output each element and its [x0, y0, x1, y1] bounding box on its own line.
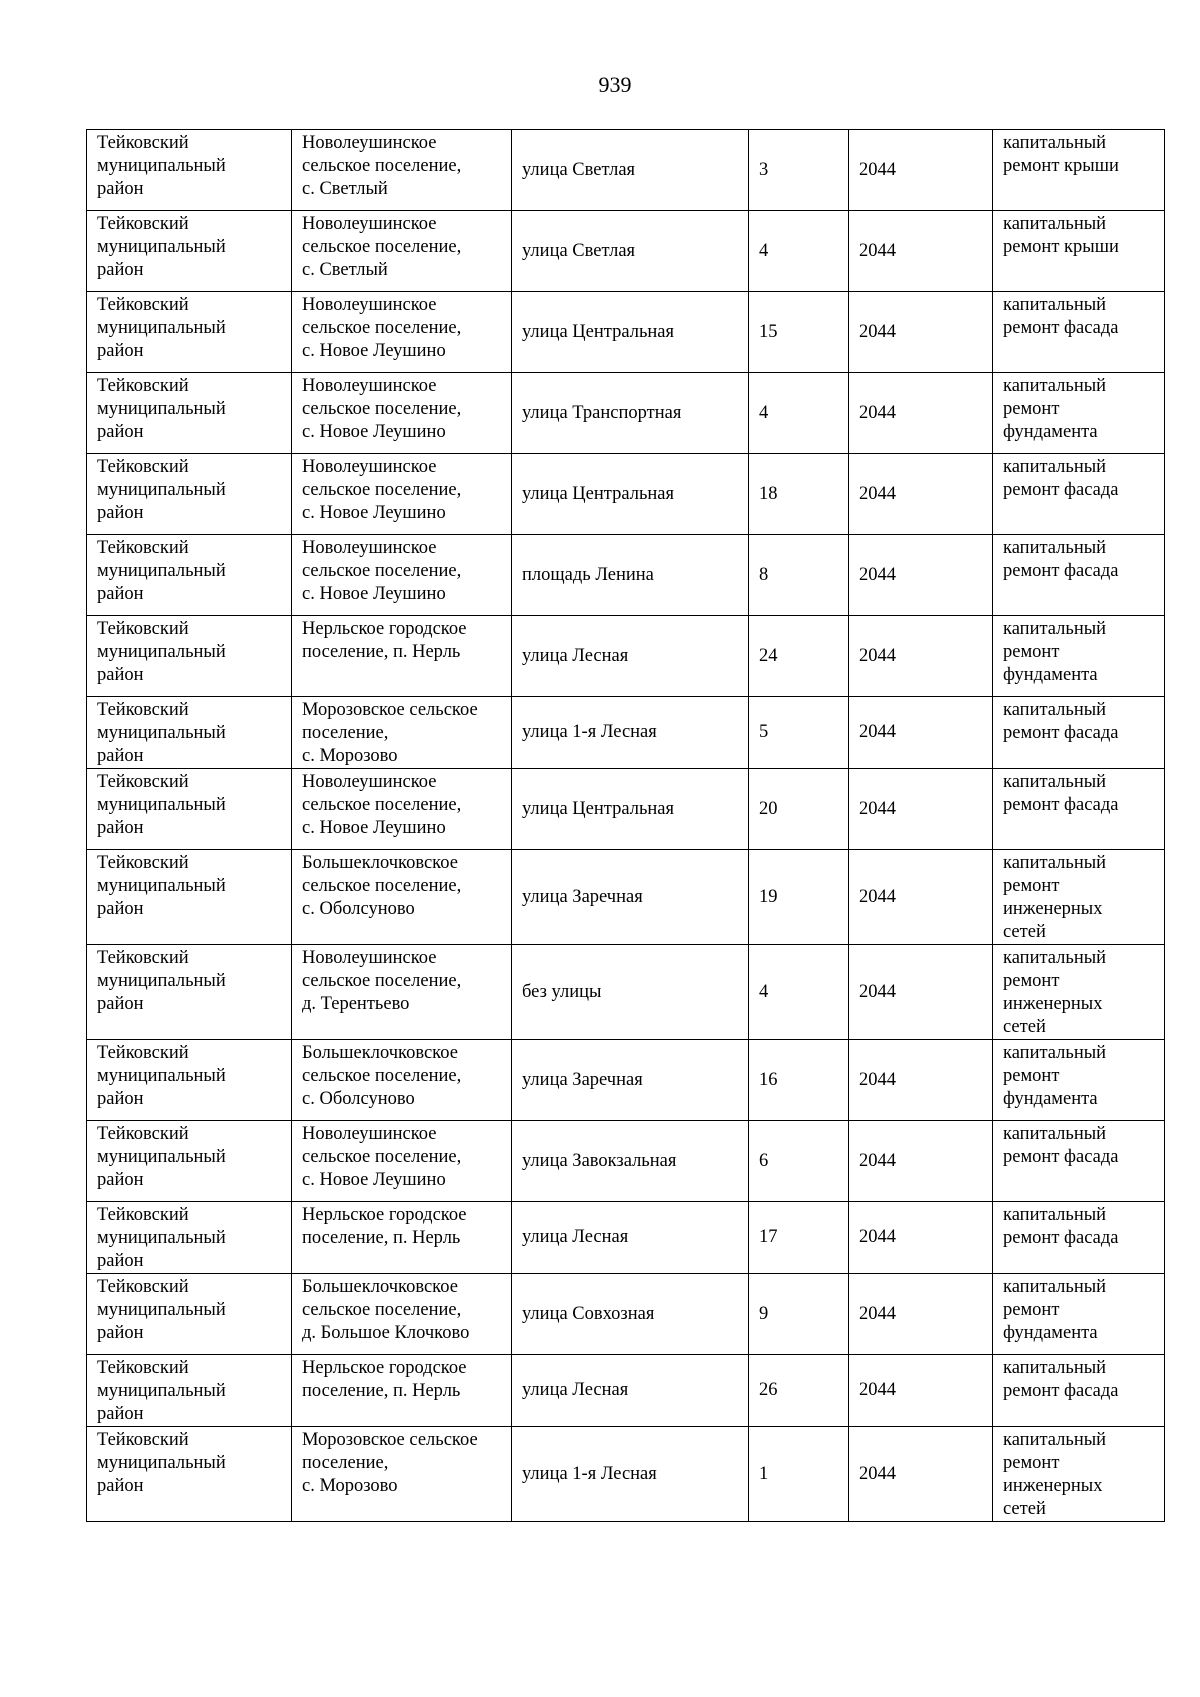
district-cell-text: Тейковский муниципальный район [97, 619, 226, 685]
settlement-cell-text: Новолеушинское сельское поселение, с. Новое Леушино [302, 457, 462, 523]
year-cell-text: 2044 [859, 1380, 896, 1400]
house-number-cell [749, 1040, 849, 1121]
year-cell [849, 1202, 993, 1274]
street-cell-text: улица Светлая [522, 159, 636, 180]
table-row [87, 616, 1165, 697]
district-cell-text: Тейковский муниципальный район [97, 295, 226, 361]
street-cell [512, 130, 749, 211]
table-row [87, 292, 1165, 373]
settlement-cell-text: Нерльское городское поселение, п. Нерль [302, 1358, 467, 1401]
work-type-cell [993, 292, 1165, 373]
year-cell [849, 616, 993, 697]
settlement-cell [292, 373, 512, 454]
year-cell [849, 1355, 993, 1427]
work-type-cell-text: капитальный ремонт фасада [1003, 538, 1119, 581]
street-cell [512, 211, 749, 292]
work-type-cell-text: капитальный ремонт фасада [1003, 700, 1119, 743]
district-cell-text: Тейковский муниципальный район [97, 772, 226, 838]
district-cell-text: Тейковский муниципальный район [97, 1205, 226, 1271]
house-number-cell [749, 373, 849, 454]
street-cell-text: площадь Ленина [522, 564, 654, 585]
house-number-cell-text: 4 [759, 402, 769, 423]
work-type-cell-text: капитальный ремонт фундамента [1003, 1277, 1107, 1343]
house-number-cell [749, 130, 849, 211]
house-number-cell [749, 1355, 849, 1427]
street-cell-text: без улицы [522, 981, 602, 1002]
work-type-cell-text: капитальный ремонт крыши [1003, 133, 1119, 176]
work-type-cell [993, 850, 1165, 945]
table-body [87, 130, 1165, 1522]
work-type-cell-text: капитальный ремонт инженерных сетей [1003, 1430, 1107, 1519]
year-cell [849, 850, 993, 945]
work-type-cell-text: капитальный ремонт фасада [1003, 1124, 1119, 1167]
work-type-cell [993, 130, 1165, 211]
district-cell [87, 1427, 292, 1522]
year-cell-text: 2044 [859, 1227, 896, 1247]
house-number-cell-text: 4 [759, 240, 769, 261]
settlement-cell [292, 1202, 512, 1274]
year-cell-text: 2044 [859, 159, 896, 180]
table-row [87, 850, 1165, 945]
house-number-cell-text: 24 [759, 645, 778, 666]
street-cell [512, 373, 749, 454]
table-row [87, 1355, 1165, 1427]
street-cell-text: улица Завокзальная [522, 1150, 677, 1171]
work-type-cell [993, 211, 1165, 292]
street-cell-text: улица 1-я Лесная [522, 1463, 657, 1484]
settlement-cell [292, 292, 512, 373]
work-type-cell [993, 1355, 1165, 1427]
street-cell-text: улица Лесная [522, 1227, 629, 1247]
street-cell [512, 292, 749, 373]
year-cell [849, 1274, 993, 1355]
work-type-cell-text: капитальный ремонт фасада [1003, 772, 1119, 815]
district-cell-text: Тейковский муниципальный район [97, 376, 226, 442]
work-type-cell [993, 697, 1165, 769]
table-row [87, 211, 1165, 292]
district-cell-text: Тейковский муниципальный район [97, 1430, 226, 1496]
district-cell [87, 1121, 292, 1202]
table-row [87, 945, 1165, 1040]
street-cell-text: улица Совхозная [522, 1303, 655, 1324]
street-cell [512, 1274, 749, 1355]
year-cell [849, 535, 993, 616]
work-type-cell [993, 769, 1165, 850]
year-cell [849, 454, 993, 535]
street-cell-text: улица Центральная [522, 483, 675, 504]
street-cell [512, 769, 749, 850]
settlement-cell-text: Новолеушинское сельское поселение, с. Новое Леушино [302, 772, 462, 838]
house-number-cell [749, 1274, 849, 1355]
work-type-cell-text: капитальный ремонт фасада [1003, 1358, 1119, 1401]
settlement-cell-text: Большеклочковское сельское поселение, с. Оболсуново [302, 1043, 462, 1109]
table-row [87, 130, 1165, 211]
settlement-cell-text: Нерльское городское поселение, п. Нерль [302, 1205, 467, 1248]
district-cell-text: Тейковский муниципальный район [97, 853, 226, 919]
street-cell-text: улица 1-я Лесная [522, 722, 657, 742]
settlement-cell [292, 850, 512, 945]
street-cell [512, 616, 749, 697]
settlement-cell [292, 1274, 512, 1355]
settlement-cell-text: Морозовское сельское поселение, с. Морозово [302, 1430, 478, 1496]
settlement-cell-text: Новолеушинское сельское поселение, с. Новое Леушино [302, 376, 462, 442]
house-number-cell [749, 945, 849, 1040]
year-cell-text: 2044 [859, 321, 896, 342]
repair-schedule-table [86, 129, 1165, 1522]
house-number-cell-text: 19 [759, 886, 778, 907]
work-type-cell [993, 454, 1165, 535]
work-type-cell [993, 1121, 1165, 1202]
street-cell [512, 1427, 749, 1522]
year-cell-text: 2044 [859, 240, 896, 261]
work-type-cell-text: капитальный ремонт крыши [1003, 214, 1119, 257]
year-cell [849, 945, 993, 1040]
year-cell-text: 2044 [859, 1463, 896, 1484]
street-cell-text: улица Светлая [522, 240, 636, 261]
settlement-cell-text: Морозовское сельское поселение, с. Морозово [302, 700, 478, 766]
settlement-cell-text: Большеклочковское сельское поселение, с. Оболсуново [302, 853, 462, 919]
street-cell [512, 945, 749, 1040]
table-row [87, 1202, 1165, 1274]
district-cell [87, 1040, 292, 1121]
house-number-cell-text: 15 [759, 321, 778, 342]
district-cell [87, 769, 292, 850]
district-cell [87, 130, 292, 211]
table-row [87, 454, 1165, 535]
house-number-cell [749, 1121, 849, 1202]
settlement-cell [292, 1355, 512, 1427]
house-number-cell [749, 697, 849, 769]
year-cell-text: 2044 [859, 564, 896, 585]
year-cell [849, 1121, 993, 1202]
settlement-cell [292, 1427, 512, 1522]
year-cell [849, 769, 993, 850]
house-number-cell-text: 9 [759, 1303, 769, 1324]
district-cell [87, 616, 292, 697]
table-row [87, 1427, 1165, 1522]
settlement-cell-text: Новолеушинское сельское поселение, д. Терентьево [302, 948, 462, 1014]
page-number: 939 [598, 72, 632, 97]
year-cell-text: 2044 [859, 981, 896, 1002]
street-cell [512, 454, 749, 535]
district-cell [87, 1274, 292, 1355]
house-number-cell [749, 1427, 849, 1522]
street-cell-text: улица Заречная [522, 1069, 643, 1090]
house-number-cell [749, 292, 849, 373]
house-number-cell-text: 26 [759, 1380, 778, 1400]
district-cell-text: Тейковский муниципальный район [97, 948, 226, 1014]
district-cell [87, 1202, 292, 1274]
settlement-cell-text: Новолеушинское сельское поселение, с. Светлый [302, 133, 462, 199]
year-cell-text: 2044 [859, 1069, 896, 1090]
district-cell-text: Тейковский муниципальный район [97, 133, 226, 199]
house-number-cell [749, 616, 849, 697]
house-number-cell [749, 769, 849, 850]
district-cell [87, 697, 292, 769]
work-type-cell-text: капитальный ремонт инженерных сетей [1003, 948, 1107, 1037]
house-number-cell [749, 850, 849, 945]
district-cell [87, 292, 292, 373]
street-cell-text: улица Лесная [522, 1380, 629, 1400]
year-cell-text: 2044 [859, 1303, 896, 1324]
work-type-cell-text: капитальный ремонт фундамента [1003, 1043, 1107, 1109]
year-cell-text: 2044 [859, 1150, 896, 1171]
work-type-cell-text: капитальный ремонт фундамента [1003, 376, 1107, 442]
work-type-cell-text: капитальный ремонт фундамента [1003, 619, 1107, 685]
work-type-cell [993, 373, 1165, 454]
district-cell [87, 535, 292, 616]
district-cell-text: Тейковский муниципальный район [97, 1358, 226, 1424]
house-number-cell [749, 454, 849, 535]
year-cell-text: 2044 [859, 798, 896, 819]
street-cell [512, 535, 749, 616]
house-number-cell-text: 1 [759, 1463, 769, 1484]
district-cell-text: Тейковский муниципальный район [97, 1277, 226, 1343]
street-cell-text: улица Центральная [522, 321, 675, 342]
street-cell [512, 1202, 749, 1274]
year-cell [849, 130, 993, 211]
district-cell [87, 454, 292, 535]
year-cell [849, 211, 993, 292]
district-cell-text: Тейковский муниципальный район [97, 214, 226, 280]
district-cell-text: Тейковский муниципальный район [97, 700, 226, 766]
settlement-cell [292, 769, 512, 850]
year-cell [849, 1040, 993, 1121]
year-cell [849, 292, 993, 373]
year-cell-text: 2044 [859, 645, 896, 666]
street-cell-text: улица Транспортная [522, 402, 682, 423]
district-cell-text: Тейковский муниципальный район [97, 538, 226, 604]
settlement-cell-text: Новолеушинское сельское поселение, с. Новое Леушино [302, 538, 462, 604]
district-cell [87, 945, 292, 1040]
work-type-cell [993, 1274, 1165, 1355]
work-type-cell-text: капитальный ремонт фасада [1003, 295, 1119, 338]
year-cell-text: 2044 [859, 483, 896, 504]
house-number-cell-text: 3 [759, 159, 769, 180]
street-cell [512, 1355, 749, 1427]
street-cell-text: улица Заречная [522, 886, 643, 907]
street-cell [512, 697, 749, 769]
house-number-cell-text: 4 [759, 981, 769, 1002]
settlement-cell-text: Новолеушинское сельское поселение, с. Новое Леушино [302, 295, 462, 361]
table-row [87, 769, 1165, 850]
work-type-cell [993, 945, 1165, 1040]
house-number-cell [749, 1202, 849, 1274]
table-row [87, 1274, 1165, 1355]
settlement-cell-text: Нерльское городское поселение, п. Нерль [302, 619, 467, 662]
district-cell [87, 373, 292, 454]
district-cell [87, 211, 292, 292]
work-type-cell-text: капитальный ремонт инженерных сетей [1003, 853, 1107, 942]
work-type-cell [993, 535, 1165, 616]
street-cell [512, 850, 749, 945]
year-cell [849, 697, 993, 769]
work-type-cell-text: капитальный ремонт фасада [1003, 457, 1119, 500]
table-row [87, 535, 1165, 616]
table-row [87, 1040, 1165, 1121]
year-cell-text: 2044 [859, 722, 896, 742]
work-type-cell [993, 1202, 1165, 1274]
street-cell-text: улица Лесная [522, 645, 629, 666]
year-cell [849, 373, 993, 454]
district-cell-text: Тейковский муниципальный район [97, 1124, 226, 1190]
district-cell [87, 850, 292, 945]
district-cell-text: Тейковский муниципальный район [97, 457, 226, 523]
house-number-cell-text: 18 [759, 483, 778, 504]
work-type-cell [993, 1040, 1165, 1121]
district-cell [87, 1355, 292, 1427]
house-number-cell [749, 211, 849, 292]
settlement-cell [292, 616, 512, 697]
work-type-cell [993, 616, 1165, 697]
house-number-cell-text: 17 [759, 1227, 778, 1247]
work-type-cell [993, 1427, 1165, 1522]
house-number-cell-text: 16 [759, 1069, 778, 1090]
table-row [87, 373, 1165, 454]
year-cell [849, 1427, 993, 1522]
street-cell-text: улица Центральная [522, 798, 675, 819]
settlement-cell [292, 1121, 512, 1202]
year-cell-text: 2044 [859, 402, 896, 423]
house-number-cell-text: 6 [759, 1150, 769, 1171]
house-number-cell-text: 20 [759, 798, 778, 819]
settlement-cell [292, 454, 512, 535]
year-cell-text: 2044 [859, 886, 896, 907]
table-row [87, 1121, 1165, 1202]
settlement-cell-text: Большеклочковское сельское поселение, д. Большое Клочково [302, 1277, 470, 1343]
settlement-cell [292, 211, 512, 292]
street-cell [512, 1040, 749, 1121]
settlement-cell [292, 1040, 512, 1121]
settlement-cell-text: Новолеушинское сельское поселение, с. Новое Леушино [302, 1124, 462, 1190]
settlement-cell-text: Новолеушинское сельское поселение, с. Светлый [302, 214, 462, 280]
settlement-cell [292, 535, 512, 616]
house-number-cell-text: 5 [759, 722, 769, 742]
settlement-cell [292, 697, 512, 769]
settlement-cell [292, 945, 512, 1040]
street-cell [512, 1121, 749, 1202]
house-number-cell-text: 8 [759, 564, 769, 585]
house-number-cell [749, 535, 849, 616]
settlement-cell [292, 130, 512, 211]
table-row [87, 697, 1165, 769]
district-cell-text: Тейковский муниципальный район [97, 1043, 226, 1109]
work-type-cell-text: капитальный ремонт фасада [1003, 1205, 1119, 1248]
